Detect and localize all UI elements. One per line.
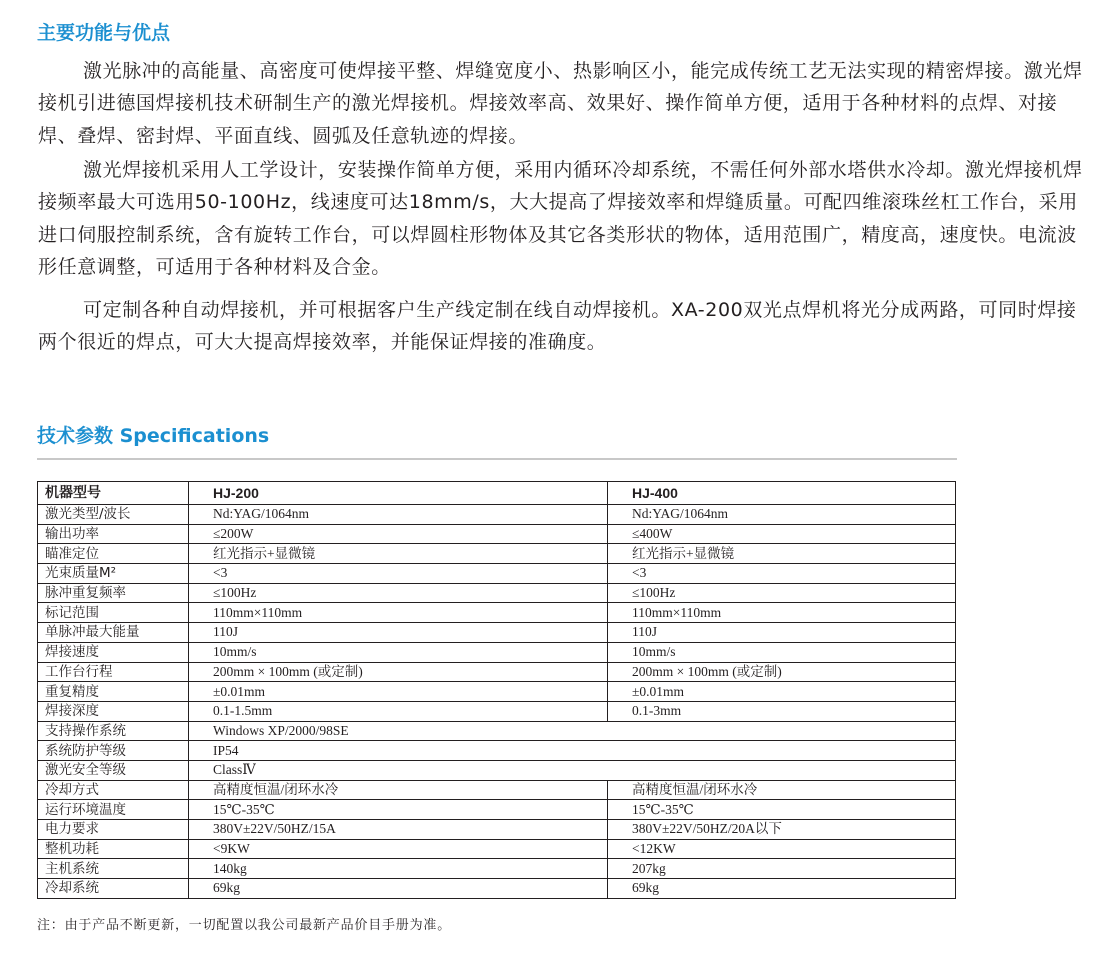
features-paragraph-2: [38, 154, 1090, 283]
spec-value-hj400: 110mm×110mm: [608, 603, 956, 623]
table-row: [38, 564, 956, 584]
spec-label: 支持操作系统: [38, 721, 189, 741]
features-paragraph-3: [38, 294, 1090, 359]
spec-value-hj400: <3: [608, 564, 956, 584]
paragraph-text: 激光脉冲的高能量、高密度可使焊接平整、焊缝宽度小、热影响区小，能完成传统工艺无法实现的精密焊接。激光焊接机引进德国焊接机技术研制生产的激光焊接机。焊接效率高、效果好、操作简单方便，适用于各种材料的点焊、对接焊、叠焊、密封焊、平面直线、圆弧及任意轨迹的焊接。: [38, 60, 1083, 147]
spec-label: 激光类型/波长: [38, 505, 189, 525]
table-row: [38, 839, 956, 859]
table-row: [38, 741, 956, 761]
spec-label: 主机系统: [38, 859, 189, 879]
table-row: [38, 662, 956, 682]
spec-label: 整机功耗: [38, 839, 189, 859]
spec-value-hj200: 高精度恒温/闭环水冷: [189, 780, 608, 800]
spec-label: 重复精度: [38, 682, 189, 702]
spec-value-hj200: ±0.01mm: [189, 682, 608, 702]
spec-value-hj400: 207kg: [608, 859, 956, 879]
table-row: [38, 505, 956, 525]
spec-value-hj400: 红光指示+显微镜: [608, 544, 956, 564]
section-divider: [37, 458, 957, 460]
spec-label: 冷却方式: [38, 780, 189, 800]
spec-value-hj400: 15℃-35℃: [608, 800, 956, 820]
table-row: [38, 879, 956, 899]
spec-label: 冷却系统: [38, 879, 189, 899]
spec-value-hj400: 10mm/s: [608, 642, 956, 662]
paragraph-text: 可定制各种自动焊接机，并可根据客户生产线定制在线自动焊接机。XA-200双光点焊机将光分成两路，可同时焊接两个很近的焊点，可大大提高焊接效率，并能保证焊接的准确度。: [38, 299, 1077, 354]
specs-table: [37, 481, 956, 899]
spec-label: 光束质量M²: [38, 564, 189, 584]
table-row: [38, 642, 956, 662]
spec-value-hj200: ≤100Hz: [189, 583, 608, 603]
spec-value-hj200: 15℃-35℃: [189, 800, 608, 820]
table-row: [38, 682, 956, 702]
spec-value-hj400: 69kg: [608, 879, 956, 899]
spec-value-shared: ClassⅣ: [189, 760, 956, 780]
spec-label: 焊接深度: [38, 701, 189, 721]
spec-value-hj400: ≤400W: [608, 524, 956, 544]
spec-label: 工作台行程: [38, 662, 189, 682]
table-row: [38, 800, 956, 820]
table-row: [38, 623, 956, 643]
spec-label: 单脉冲最大能量: [38, 623, 189, 643]
spec-value-hj200: 380V±22V/50HZ/15A: [189, 820, 608, 840]
table-row: [38, 780, 956, 800]
table-row: [38, 583, 956, 603]
spec-label: 激光安全等级: [38, 760, 189, 780]
table-row: [38, 859, 956, 879]
spec-value-hj200: 0.1-1.5mm: [189, 701, 608, 721]
spec-label: 瞄准定位: [38, 544, 189, 564]
spec-value-shared: Windows XP/2000/98SE: [189, 721, 956, 741]
header-label: 机器型号: [38, 482, 189, 505]
spec-label: 电力要求: [38, 820, 189, 840]
spec-label: 运行环境温度: [38, 800, 189, 820]
features-heading: 主要功能与优点: [37, 22, 171, 44]
spec-value-hj200: <9KW: [189, 839, 608, 859]
table-header-row: [38, 482, 956, 505]
spec-label: 脉冲重复频率: [38, 583, 189, 603]
table-row: [38, 603, 956, 623]
spec-value-hj400: ±0.01mm: [608, 682, 956, 702]
spec-value-hj400: ≤100Hz: [608, 583, 956, 603]
features-paragraph-1: [38, 55, 1090, 152]
spec-label: 标记范围: [38, 603, 189, 623]
spec-value-hj400: 200mm × 100mm (或定制): [608, 662, 956, 682]
table-row: [38, 721, 956, 741]
spec-value-hj200: 红光指示+显微镜: [189, 544, 608, 564]
spec-value-hj200: 10mm/s: [189, 642, 608, 662]
spec-value-hj400: 高精度恒温/闭环水冷: [608, 780, 956, 800]
spec-value-hj200: Nd:YAG/1064nm: [189, 505, 608, 525]
spec-label: 输出功率: [38, 524, 189, 544]
footnote: 注：由于产品不断更新，一切配置以我公司最新产品价目手册为准。: [37, 918, 452, 933]
table-row: [38, 524, 956, 544]
spec-value-hj400: 0.1-3mm: [608, 701, 956, 721]
spec-value-hj200: ≤200W: [189, 524, 608, 544]
header-model-hj400: HJ-400: [608, 482, 956, 505]
table-row: [38, 544, 956, 564]
spec-value-hj200: 200mm × 100mm (或定制): [189, 662, 608, 682]
spec-value-hj400: 380V±22V/50HZ/20A以下: [608, 820, 956, 840]
spec-value-hj200: 140kg: [189, 859, 608, 879]
spec-value-hj400: Nd:YAG/1064nm: [608, 505, 956, 525]
spec-value-shared: IP54: [189, 741, 956, 761]
spec-value-hj400: <12KW: [608, 839, 956, 859]
header-model-hj200: HJ-200: [189, 482, 608, 505]
spec-value-hj200: 110mm×110mm: [189, 603, 608, 623]
spec-value-hj200: 69kg: [189, 879, 608, 899]
spec-value-hj200: 110J: [189, 623, 608, 643]
table-row: [38, 701, 956, 721]
paragraph-text: 激光焊接机采用人工学设计，安装操作简单方便，采用内循环冷却系统，不需任何外部水塔供水冷却。激光焊接机焊接频率最大可选用50-100Hz，线速度可达18mm/s，大大提高了焊接效率和焊缝质量。可配四维滚珠丝杠工作台，采用进口伺服控制系统，含有旋转工作台，可以焊圆柱形物体及其它各类形状的物体，适用范围广，精度高，速度快。电流波形任意调整，可适用于各种材料及合金。: [38, 159, 1083, 278]
spec-value-hj200: <3: [189, 564, 608, 584]
table-row: [38, 760, 956, 780]
spec-value-hj400: 110J: [608, 623, 956, 643]
table-row: [38, 820, 956, 840]
spec-label: 系统防护等级: [38, 741, 189, 761]
specs-heading: 技术参数 Specifications: [37, 425, 270, 447]
spec-label: 焊接速度: [38, 642, 189, 662]
